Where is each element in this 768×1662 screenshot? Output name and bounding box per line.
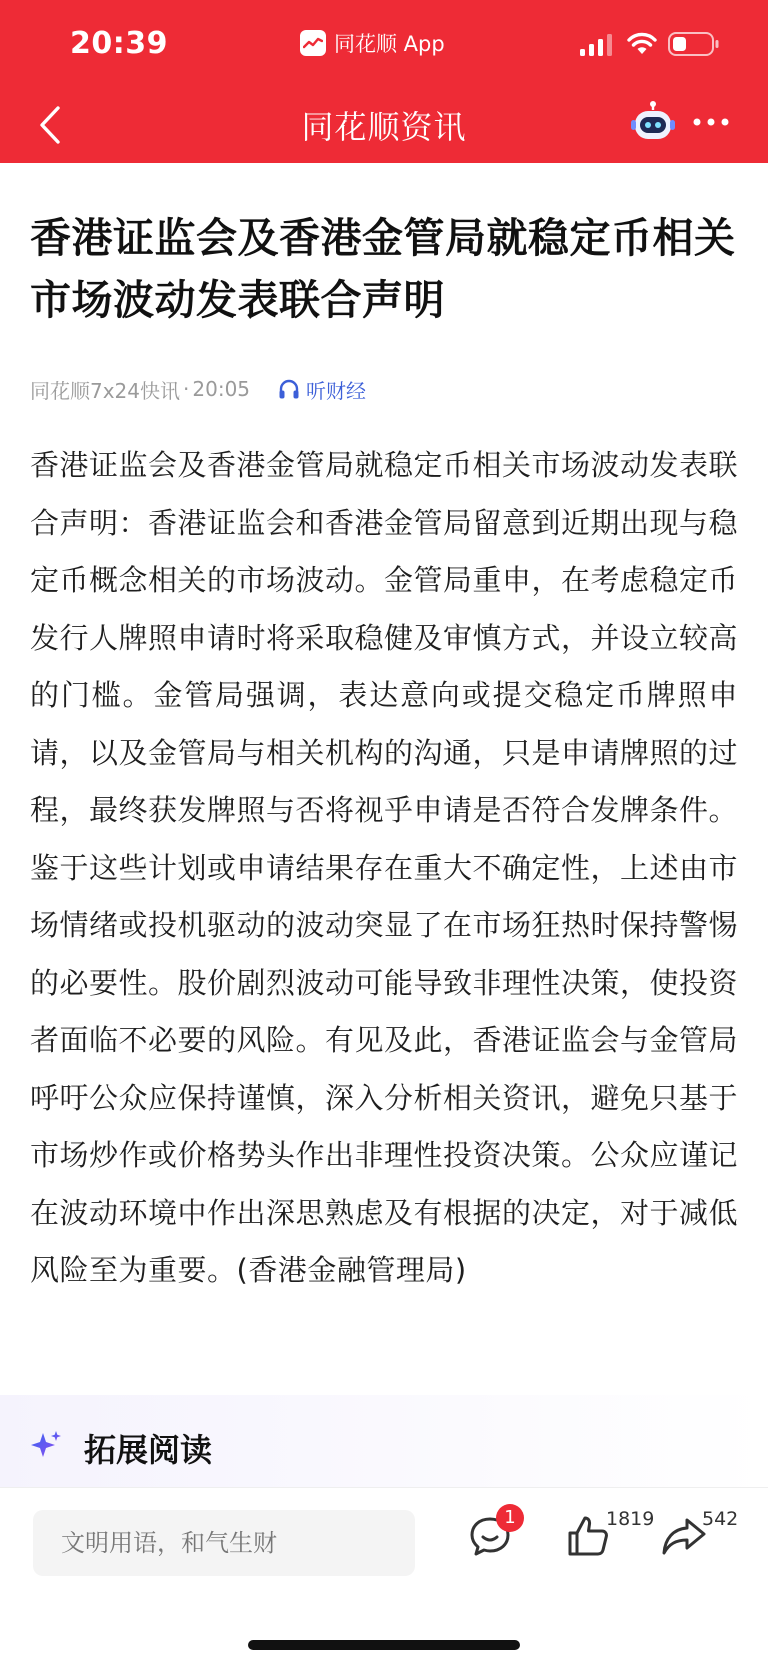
article-time: 20:05 — [192, 377, 251, 401]
app-logo-icon — [300, 30, 326, 56]
listen-button[interactable] — [278, 375, 366, 404]
assistant-robot-icon[interactable] — [630, 100, 676, 146]
signal-icon — [580, 34, 612, 56]
page-title: 同花顺资讯 — [301, 108, 467, 146]
source-app-label: 同花顺 App — [334, 32, 445, 56]
bottom-action-bar — [0, 1487, 768, 1662]
comment-button[interactable] — [466, 1507, 526, 1572]
article-source: 同花顺7x24快讯 — [30, 378, 181, 403]
more-icon[interactable] — [692, 112, 730, 132]
listen-label: 听财经 — [306, 378, 367, 403]
comment-count-badge: 1 — [496, 1504, 524, 1532]
meta-separator: · — [183, 377, 190, 401]
top-bar — [0, 0, 768, 163]
share-arrow-icon — [660, 1512, 708, 1560]
source-app[interactable] — [300, 28, 445, 58]
comment-input[interactable] — [33, 1510, 415, 1576]
share-count: 542 — [702, 1508, 739, 1530]
wifi-icon — [627, 32, 657, 56]
like-count: 1819 — [606, 1508, 655, 1530]
thumbs-up-icon — [564, 1512, 612, 1560]
battery-icon — [668, 32, 720, 56]
extended-reading-label: 拓展阅读 — [84, 1431, 213, 1469]
share-button[interactable] — [660, 1508, 760, 1572]
sparkle-icon — [30, 1429, 62, 1461]
like-button[interactable] — [564, 1508, 655, 1572]
status-bar — [0, 0, 768, 88]
headphones-icon — [278, 378, 300, 400]
home-indicator[interactable] — [248, 1640, 520, 1650]
article-content — [30, 163, 738, 1300]
status-time: 20:39 — [70, 26, 168, 61]
article-meta — [30, 373, 738, 405]
extended-reading-section[interactable] — [0, 1395, 768, 1487]
article-title: 香港证监会及香港金管局就稳定币相关市场波动发表联合声明 — [30, 214, 736, 324]
nav-header — [0, 88, 768, 163]
article-body: 香港证监会及香港金管局就稳定币相关市场波动发表联合声明：香港证监会和香港金管局留意到近期出现与稳定币概念相关的市场波动。金管局重申，在考虑稳定币发行人牌照申请时将采取稳健及审慎方式，并设立较高的门槛。金管局强调，表达意向或提交稳定币牌照申请，以及金管局与相关机构的沟通，只是申请牌照的过程，最终获发牌照与否将视乎申请是否符合发牌条件。鉴于这些计划或申请结果存在重大不确定性，上述由市场情绪或投机驱动的波动突显了在市场狂热时保持警惕的必要性。股价剧烈波动可能导致非理性决策，使投资者面临不必要的风险。有见及此，香港证监会与金管局呼吁公众应保持谨慎，深入分析相关资讯，避免只基于市场炒作或价格势头作出非理性投资决策。公众应谨记在波动环境中作出深思熟虑及有根据的决定，对于减低风险至为重要。(香港金融管理局) — [30, 448, 739, 1287]
